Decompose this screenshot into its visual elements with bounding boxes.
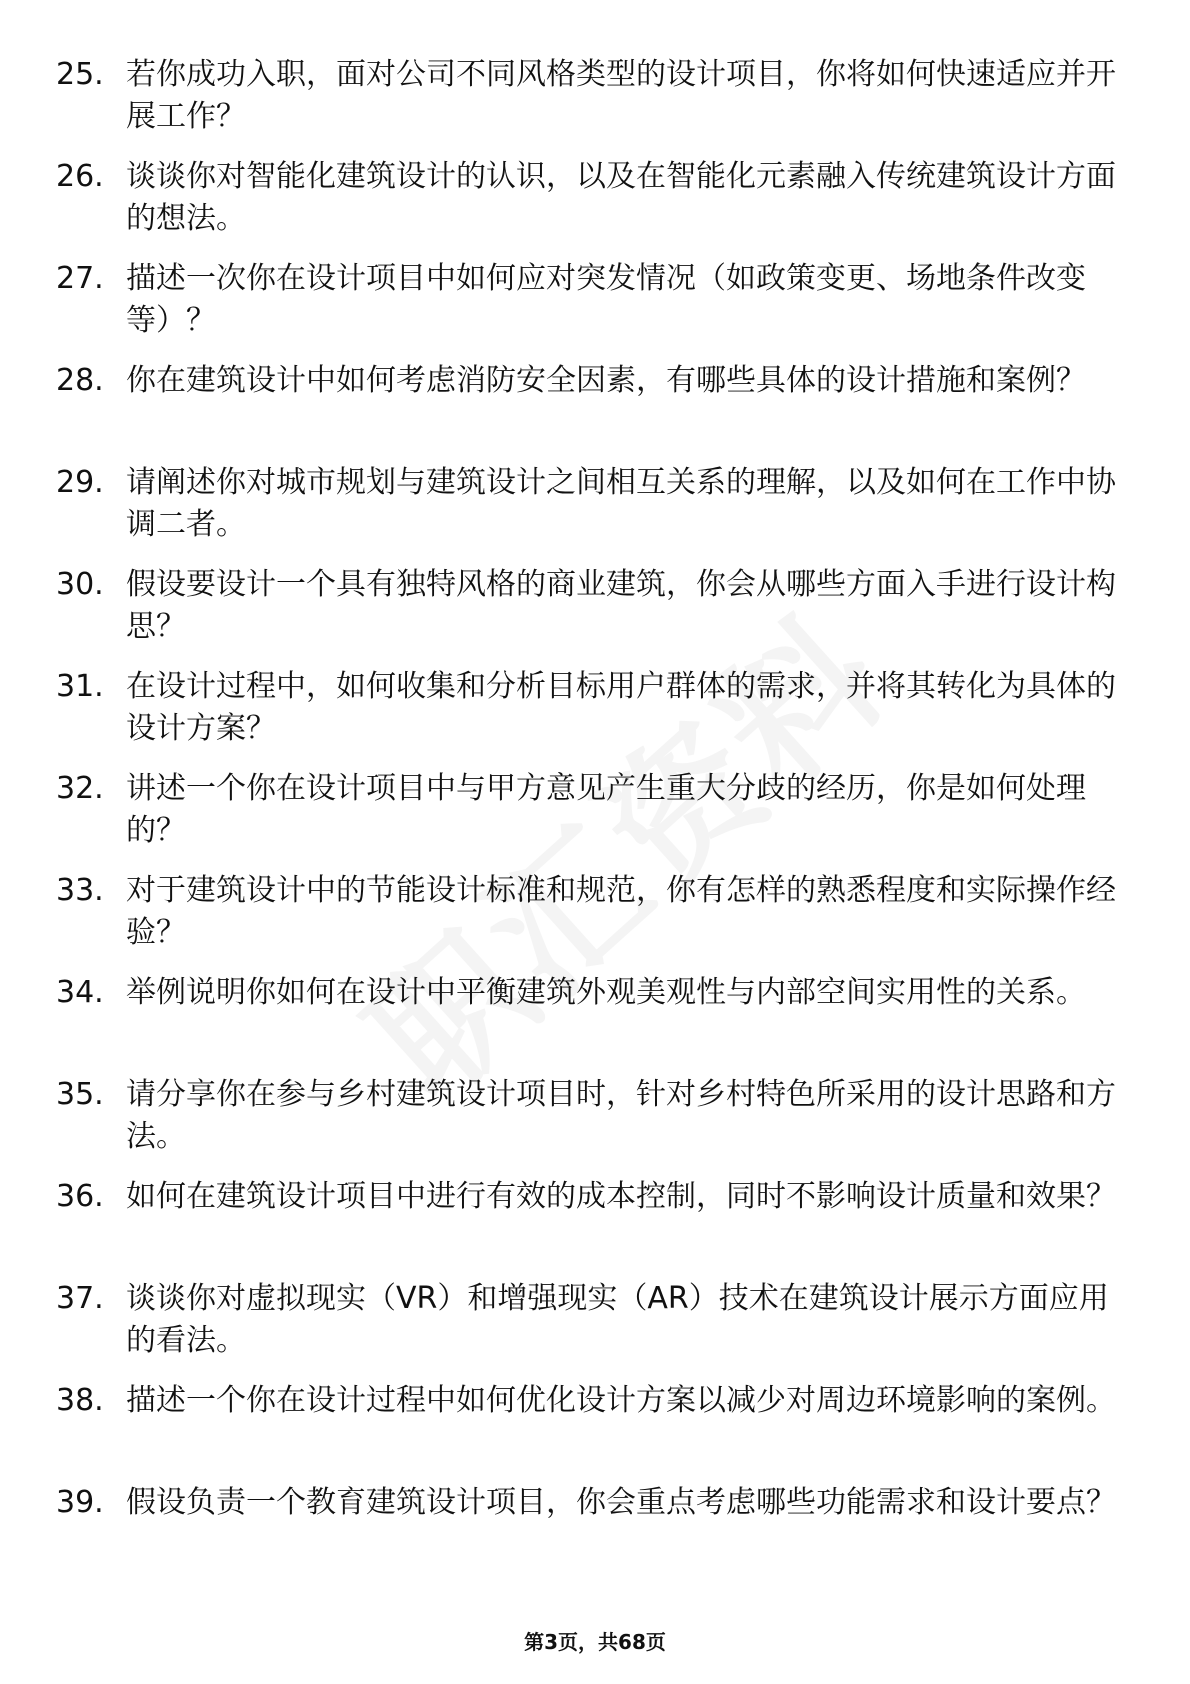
question-item — [56, 360, 1116, 444]
question-text: 对于建筑设计中的节能设计标准和规范，你有怎样的熟悉程度和实际操作经验？ — [126, 873, 1116, 950]
question-text: 描述一个你在设计过程中如何优化设计方案以减少对周边环境影响的案例。 — [126, 1383, 1116, 1418]
question-number: 29. — [56, 465, 104, 500]
question-item — [56, 1482, 1116, 1566]
question-item — [56, 768, 1116, 852]
question-item — [56, 462, 1116, 546]
question-text: 谈谈你对智能化建筑设计的认识，以及在智能化元素融入传统建筑设计方面的想法。 — [126, 159, 1116, 236]
question-number: 28. — [56, 363, 104, 398]
question-item — [56, 258, 1116, 342]
question-item — [56, 666, 1116, 750]
question-text: 假设负责一个教育建筑设计项目，你会重点考虑哪些功能需求和设计要点？ — [126, 1485, 1116, 1520]
question-number: 32. — [56, 771, 104, 806]
question-number: 34. — [56, 975, 104, 1010]
question-number: 27. — [56, 261, 104, 296]
question-item — [56, 1278, 1116, 1362]
question-number: 26. — [56, 159, 104, 194]
question-item — [56, 54, 1116, 138]
question-text: 讲述一个你在设计项目中与甲方意见产生重大分歧的经历，你是如何处理的？ — [126, 771, 1086, 848]
question-number: 33. — [56, 873, 104, 908]
question-number: 25. — [56, 57, 104, 92]
question-item — [56, 156, 1116, 240]
question-text: 举例说明你如何在设计中平衡建筑外观美观性与内部空间实用性的关系。 — [126, 975, 1086, 1010]
question-item — [56, 1176, 1116, 1260]
question-text: 假设要设计一个具有独特风格的商业建筑，你会从哪些方面入手进行设计构思？ — [126, 567, 1116, 644]
question-text: 你在建筑设计中如何考虑消防安全因素，有哪些具体的设计措施和案例？ — [126, 363, 1086, 398]
question-text: 请阐述你对城市规划与建筑设计之间相互关系的理解，以及如何在工作中协调二者。 — [126, 465, 1116, 542]
page-number-label: 第3页，共68页 — [524, 1630, 666, 1654]
question-item — [56, 1074, 1116, 1158]
question-number: 35. — [56, 1077, 104, 1112]
question-text: 请分享你在参与乡村建筑设计项目时，针对乡村特色所采用的设计思路和方法。 — [126, 1077, 1116, 1154]
question-number: 36. — [56, 1179, 104, 1214]
page-footer — [0, 1626, 1190, 1655]
question-number: 31. — [56, 669, 104, 704]
question-number: 39. — [56, 1485, 104, 1520]
question-list — [56, 54, 1116, 1584]
question-text: 如何在建筑设计项目中进行有效的成本控制，同时不影响设计质量和效果？ — [126, 1179, 1116, 1214]
question-text: 描述一次你在设计项目中如何应对突发情况（如政策变更、场地条件改变等）？ — [126, 261, 1086, 338]
question-number: 38. — [56, 1383, 104, 1418]
question-number: 30. — [56, 567, 104, 602]
question-item — [56, 564, 1116, 648]
question-number: 37. — [56, 1281, 104, 1316]
question-item — [56, 972, 1116, 1056]
question-text: 谈谈你对虚拟现实（VR）和增强现实（AR）技术在建筑设计展示方面应用的看法。 — [126, 1281, 1109, 1358]
question-text: 在设计过程中，如何收集和分析目标用户群体的需求，并将其转化为具体的设计方案？ — [126, 669, 1116, 746]
question-item — [56, 1380, 1116, 1464]
question-text: 若你成功入职，面对公司不同风格类型的设计项目，你将如何快速适应并开展工作？ — [126, 57, 1116, 134]
question-item — [56, 870, 1116, 954]
